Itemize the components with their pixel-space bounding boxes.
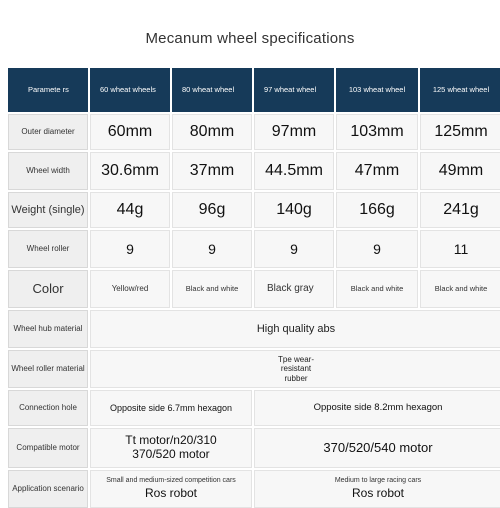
value-motor-large: 370/520/540 motor xyxy=(254,428,500,468)
value-color-60: Yellow/red xyxy=(90,270,170,308)
value-color-80: Black and white xyxy=(172,270,252,308)
value-outer-diameter-60: 60mm xyxy=(90,114,170,150)
value-wheel-width-80: 37mm xyxy=(172,152,252,190)
value-weight-80: 96g xyxy=(172,192,252,228)
value-wheel-width-97: 44.5mm xyxy=(254,152,334,190)
value-wheel-roller-60: 9 xyxy=(90,230,170,268)
value-wheel-width-125: 49mm xyxy=(420,152,500,190)
label-weight: Weight (single) xyxy=(8,192,88,228)
header-103-wheel: 103 wheat wheel xyxy=(336,68,418,112)
value-outer-diameter-103: 103mm xyxy=(336,114,418,150)
label-connection-hole: Connection hole xyxy=(8,390,88,426)
value-outer-diameter-97: 97mm xyxy=(254,114,334,150)
header-60-wheel: 60 wheat wheels xyxy=(90,68,170,112)
spec-table xyxy=(8,68,492,501)
value-connection-large: Opposite side 8.2mm hexagon xyxy=(254,390,500,426)
label-wheel-width: Wheel width xyxy=(8,152,88,190)
value-weight-103: 166g xyxy=(336,192,418,228)
header-parameters: Paramete rs xyxy=(8,68,88,112)
value-motor-small: Tt motor/n20/310 370/520 motor xyxy=(90,428,252,468)
header-80-wheel: 80 wheat wheel xyxy=(172,68,252,112)
value-wheel-roller-125: 11 xyxy=(420,230,500,268)
value-weight-125: 241g xyxy=(420,192,500,228)
value-color-103: Black and white xyxy=(336,270,418,308)
label-compatible-motor: Compatible motor xyxy=(8,428,88,468)
value-color-97: Black gray xyxy=(254,270,334,308)
value-wheel-roller-103: 9 xyxy=(336,230,418,268)
value-roller-material: Tpe wear-resistant rubber xyxy=(90,350,500,388)
label-hub-material: Wheel hub material xyxy=(8,310,88,348)
value-connection-small: Opposite side 6.7mm hexagon xyxy=(90,390,252,426)
scenario-small-main: Ros robot xyxy=(144,486,198,501)
value-outer-diameter-80: 80mm xyxy=(172,114,252,150)
label-outer-diameter: Outer diameter xyxy=(8,114,88,150)
value-weight-60: 44g xyxy=(90,192,170,228)
value-scenario-small xyxy=(90,470,252,508)
value-wheel-roller-80: 9 xyxy=(172,230,252,268)
value-hub-material: High quality abs xyxy=(90,310,500,348)
value-weight-97: 140g xyxy=(254,192,334,228)
header-97-wheel: 97 wheat wheel xyxy=(254,68,334,112)
scenario-large-main: Ros robot xyxy=(351,486,405,501)
label-application-scenario: Application scenario xyxy=(8,470,88,508)
scenario-large-sub: Medium to large racing cars xyxy=(334,477,422,485)
value-wheel-roller-97: 9 xyxy=(254,230,334,268)
page-title: Mecanum wheel specifications xyxy=(145,30,355,47)
value-scenario-large xyxy=(254,470,500,508)
value-wheel-width-60: 30.6mm xyxy=(90,152,170,190)
value-color-125: Black and white xyxy=(420,270,500,308)
label-wheel-roller: Wheel roller xyxy=(8,230,88,268)
value-outer-diameter-125: 125mm xyxy=(420,114,500,150)
header-125-wheel: 125 wheat wheel xyxy=(420,68,500,112)
label-roller-material: Wheel roller material xyxy=(8,350,88,388)
scenario-small-sub: Small and medium-sized competition cars xyxy=(106,477,236,485)
value-wheel-width-103: 47mm xyxy=(336,152,418,190)
label-color: Color xyxy=(8,270,88,308)
